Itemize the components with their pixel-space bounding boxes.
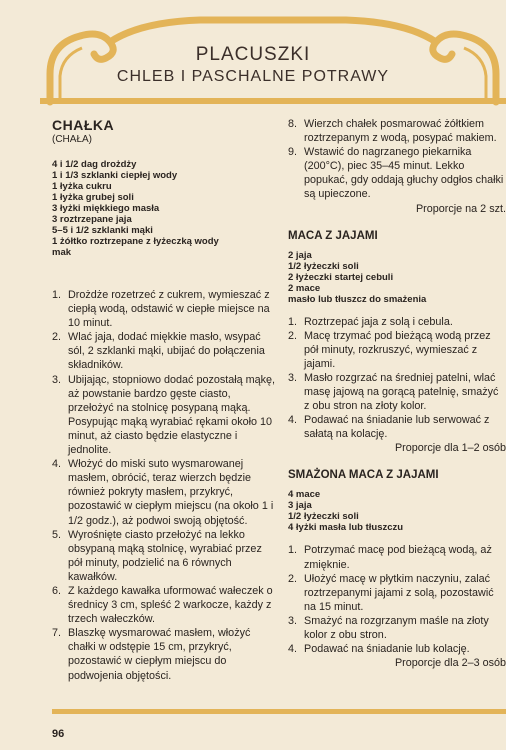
step-item: 7. Blaszkę wysmarować masłem, włożyć chałki w odstępie 15 cm, przykryć, pozostawić w ciepłym miejscu do podwojenia objętości. xyxy=(52,627,251,682)
ingredient-line: 4 łyżki masła lub tłuszczu xyxy=(288,522,404,534)
step-item: 2. Wlać jaja, dodać miękkie masło, wsypać sól, 2 szklanki mąki, ubijać do połączenia składników. xyxy=(52,331,265,372)
step-item: 2. Ułożyć macę w płytkim naczyniu, zalać roztrzepanymi jajami z solą, pozostawić na 15 minut. xyxy=(288,572,494,613)
page-number: 96 xyxy=(52,728,65,740)
ingredient-line: mak xyxy=(52,247,72,258)
step-item: 9. Wstawić do nagrzanego piekarnika (200°C), piec 35–45 minut. Lekko popukać, gdy oddają głuchy odgłos chałki są upieczone. xyxy=(288,146,504,201)
step-item: 2. Macę trzymać pod bieżącą wodą przez pół minuty, rozkruszyć, wymieszać z jajami. xyxy=(288,329,491,370)
ingredient-line: 1/2 łyżeczki soli xyxy=(288,260,359,272)
step-item: 1. Roztrzepać jaja z solą i cebula. xyxy=(288,315,453,328)
portion-challah: Proporcje na 2 szt. xyxy=(415,202,506,215)
recipe-subtitle-challah: (CHAŁA) xyxy=(52,134,93,145)
step-item: 4. Włożyć do miski suto wysmarowanej masłem, obrócić, teraz wierzch będzie również pokryty masłem, przykryć, pozostawić w ciepłym miejscu (na około 1 i 1/2 godz.), aż podwoi swoją objętość. xyxy=(52,458,274,527)
steps-matzo xyxy=(288,315,506,442)
step-item: 3. Masło rozgrzać na średniej patelni, wlać masę jajową na gorącą patelnię, smażyć z obu stron na złoty kolor. xyxy=(288,371,499,413)
ingredient-line: 1 łyżka cukru xyxy=(52,181,112,192)
step-item: 4. Podawać na śniadanie lub kolację. xyxy=(288,643,470,656)
footer-rule xyxy=(52,709,506,714)
ingredient-line: 3 roztrzepane jaja xyxy=(52,214,132,225)
recipe-title-challah: CHAŁKA xyxy=(52,117,115,133)
page-title: PLACUSZKI xyxy=(195,44,311,65)
ingredient-line: 2 jaja xyxy=(288,249,312,261)
step-item: 3. Smażyć na rozgrzanym maśle na złoty kolor z obu stron. xyxy=(288,614,489,641)
ingredient-line: 2 łyżeczki startej cebuli xyxy=(288,271,394,283)
ingredients-challah xyxy=(52,159,278,258)
step-item: 5. Wyrośnięte ciasto przełożyć na lekko obsypaną mąką stolnicę, wyrabiać przez pół minuty, podzielić na 6 równych kawałków. xyxy=(52,528,262,583)
step-item: 1. Potrzymać macę pod bieżącą wodą, aż zmięknie. xyxy=(288,544,492,571)
steps-challah-continued xyxy=(288,117,506,202)
ingredient-line: 3 łyżki miękkiego masła xyxy=(52,203,160,214)
ingredient-line: 3 jaja xyxy=(288,500,312,512)
ingredient-line: 4 mace xyxy=(288,489,321,501)
ingredients-fried-matzo xyxy=(288,489,506,533)
ingredient-line: 1 żółtko roztrzepane z łyżeczką wody xyxy=(52,236,219,247)
step-item: 4. Podawać na śniadanie lub serwować z sałatą na kolację. xyxy=(288,414,490,441)
ingredient-line: 1 i 1/3 szklanki ciepłej wody xyxy=(52,170,178,181)
portion-matzo: Proporcje dla 1–2 osób xyxy=(394,442,506,455)
ingredient-line: 1 łyżka grubej soli xyxy=(52,192,134,203)
ingredient-line: 1/2 łyżeczki soli xyxy=(288,511,359,523)
ingredient-line: 2 mace xyxy=(288,282,321,294)
left-column xyxy=(52,117,278,683)
steps-challah xyxy=(52,288,278,683)
step-item: 1. Drożdże rozetrzeć z cukrem, wymieszać z ciepłą wodą, odstawić w ciepłe miejsce na 10 minut. xyxy=(52,289,270,330)
ingredient-line: 4 i 1/2 dag drożdży xyxy=(52,159,137,170)
step-item: 8. Wierzch chałek posmarować żółtkiem roztrzepanym z wodą, posypać makiem. xyxy=(288,118,497,145)
page-subtitle: CHLEB I PASCHALNE POTRAWY xyxy=(116,68,390,85)
step-item: 6. Z każdego kawałka uformować wałeczek o średnicy 3 cm, spleść 2 warkocze, każdy z trzech wałeczków. xyxy=(52,584,273,626)
ingredient-line: 5–5 i 1/2 szklanki mąki xyxy=(52,225,153,236)
right-column xyxy=(288,117,506,670)
recipe-title-matzo: MACA Z JAJAMI xyxy=(288,229,378,242)
recipe-title-fried-matzo: SMAŻONA MACA Z JAJAMI xyxy=(288,469,439,482)
step-item: 3. Ubijając, stopniowo dodać pozostałą mąkę, aż powstanie bardzo gęste ciasto, przełożyć na stolnicę posypaną mąką. Posypując mąką wyrabiać rękami około 10 minut, aż ciasto będzie elastyczne i jednolite. xyxy=(52,373,276,457)
ingredient-line: masło lub tłuszcz do smażenia xyxy=(288,293,427,305)
steps-fried-matzo xyxy=(288,543,506,656)
ingredients-matzo xyxy=(288,250,506,305)
portion-fried-matzo: Proporcje dla 2–3 osób xyxy=(394,657,506,670)
